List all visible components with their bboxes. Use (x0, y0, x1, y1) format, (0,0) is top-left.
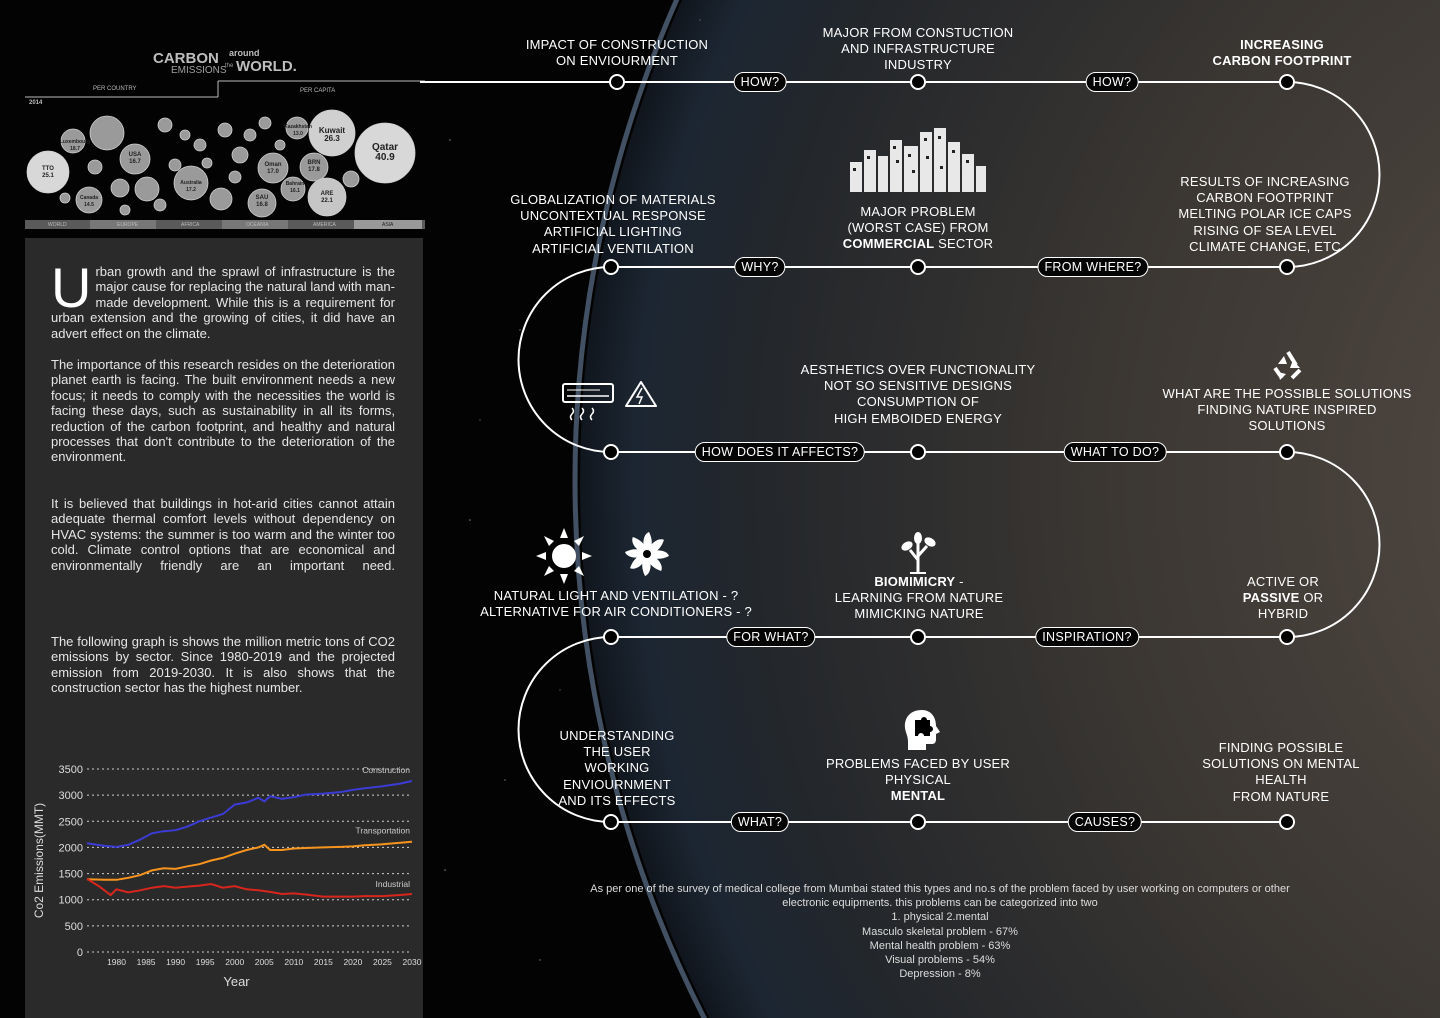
stage-active-passive: ACTIVE OR PASSIVE OR HYBRID (1242, 574, 1324, 622)
y-tick-label: 1000 (58, 894, 83, 907)
sun-icon (536, 528, 592, 584)
y-tick-label: 3500 (58, 764, 83, 776)
bubble-kazakhstan: Kazakhstan 13.0 (284, 124, 312, 137)
region-america: AMERICA (313, 222, 336, 228)
series-label: Industrial (375, 878, 410, 889)
bubble-tto: TTO 25.1 (42, 166, 54, 179)
x-tick-label: 2000 (225, 957, 245, 967)
per-country-label: PER COUNTRY (93, 86, 137, 92)
intro-paragraph-3: It is believed that buildings in hot-arid cities cannot attain adequate thermal comfort levels without dependency on HVAC systems: the summer is too warm and the winter too cold. Climate control options that are economical and environmentally friendly are an important need. (51, 496, 395, 573)
air-conditioner-warning-icon (560, 380, 660, 424)
bubble-luxembourg: Luxembourg 18.7 (59, 139, 91, 152)
stage-finding-solutions: FINDING POSSIBLE SOLUTIONS ON MENTAL HEALTH FROM NATURE (1202, 740, 1360, 804)
series-label: Construction (362, 765, 410, 776)
x-tick-label: 2020 (343, 957, 363, 967)
stage-problems-faced: PROBLEMS FACED BY USER PHYSICAL MENTAL (825, 756, 1011, 804)
x-axis-label: Year (223, 974, 250, 989)
y-tick-label: 1500 (58, 868, 83, 881)
title-emissions: EMISSIONS (171, 65, 227, 76)
survey-text: As per one of the survey of medical college from Mumbai stated this types and no.s of the problem faced by user working on computers or other electronic equipments. this problems can be categorized into two 1. physical 2.mental Masculo skeletal problem - 67% Mental health problem - 63% Visual problems - 54% Depression - 8% (590, 883, 1290, 981)
flow-node (1279, 444, 1295, 460)
question-pill: WHY? (734, 257, 785, 277)
bubble-qatar: Qatar 40.9 (371, 142, 399, 163)
bubble-bahrain: Bahrain 16.1 (285, 181, 305, 194)
bubble-brn: BRN 17.8 (307, 160, 321, 173)
x-tick-label: 1985 (136, 957, 156, 967)
question-pill: WHAT TO DO? (1064, 442, 1167, 462)
flow-node (603, 444, 619, 460)
x-tick-label: 2025 (372, 957, 392, 967)
flow-node (603, 259, 619, 275)
question-pill: INSPIRATION? (1035, 627, 1139, 647)
y-tick-label: 2000 (58, 842, 83, 855)
x-tick-label: 1995 (195, 957, 215, 967)
question-pill: HOW DOES IT AFFECTS? (695, 442, 865, 462)
flow-node (1279, 259, 1295, 275)
y-tick-label: 2500 (58, 816, 83, 829)
x-tick-label: 1990 (166, 957, 186, 967)
region-world: WORLD (48, 222, 67, 228)
fan-ventilation-icon (623, 530, 671, 578)
y-tick-label: 3000 (58, 790, 83, 803)
question-pill: WHAT? (731, 812, 789, 832)
stage-major-problem: MAJOR PROBLEM (WORST CASE) FROM COMMERCIAL SECTOR (842, 204, 994, 252)
stage-major-from-construction: MAJOR FROM CONSTUCTION AND INFRASTRUCTURE INDUSTRY (822, 25, 1014, 73)
bubble-sau: SAU 16.8 (255, 195, 269, 208)
region-africa: AFRICA (181, 222, 200, 228)
x-tick-label: 2005 (254, 957, 274, 967)
stage-biomimicry: BIOMIMICRY - LEARNING FROM NATURE MIMICKING NATURE (834, 574, 1004, 622)
flow-node (910, 259, 926, 275)
flow-node (910, 814, 926, 830)
flow-node (603, 629, 619, 645)
title-world: WORLD. (236, 58, 297, 75)
bubble-kuwait: Kuwait 26.3 (318, 126, 346, 143)
question-pill: HOW? (1086, 72, 1139, 92)
stage-impact-construction: IMPACT OF CONSTRUCTION ON ENVIOURMENT (525, 37, 709, 69)
drop-cap: U (51, 256, 92, 319)
intro-paragraph-2: The importance of this research resides on the deterioration planet earth is facing. The built environment needs a new focus; it needs to comply with the necessities the world is facing these days, such as sustainability in all its forms, reduction of the carbon footprint, and healthy and natural processes that don't contribute to the deterioration of the environment. (51, 357, 395, 465)
bubble-australia: Australia 17.2 (180, 180, 202, 193)
flow-node (910, 444, 926, 460)
recycle-icon (1270, 348, 1306, 382)
bubble-are: ARE 22.1 (320, 191, 334, 204)
bubble-oman: Oman 17.0 (264, 162, 282, 175)
flow-node (603, 814, 619, 830)
bubble-canada: Canada 14.5 (79, 195, 99, 208)
flow-node (910, 629, 926, 645)
tree-biomimicry-icon (898, 532, 938, 574)
intro-paragraph-1: Urban growth and the sprawl of infrastructure is the major cause for replacing the natural land with man-made development. While this is a requirement for urban extension and the growing of cities, it did have an advert effect on the climate. (51, 256, 395, 341)
stage-increasing-carbon: INCREASING CARBON FOOTPRINT (1212, 37, 1352, 69)
intro-paragraph-4: The following graph is shows the million metric tons of CO2 emissions by sector. Since 1980-2019 and the projected emission from 2019-2030. It is also shows that the construction sector has the highest number. (51, 634, 395, 696)
question-pill: FOR WHAT? (726, 627, 815, 647)
title-the: the (225, 63, 234, 69)
region-oceania: OCEANIA (246, 222, 269, 228)
flow-node (609, 74, 625, 90)
stage-natural-light: NATURAL LIGHT AND VENTILATION - ? ALTERNATIVE FOR AIR CONDITIONERS - ? (480, 588, 752, 620)
stage-possible-solutions: WHAT ARE THE POSSIBLE SOLUTIONS FINDING NATURE INSPIRED SOLUTIONS (1162, 386, 1412, 434)
question-pill: FROM WHERE? (1037, 257, 1148, 277)
x-tick-label: 1980 (107, 957, 127, 967)
x-tick-label: 2015 (313, 957, 333, 967)
flow-node (1279, 629, 1295, 645)
flow-node (1279, 74, 1295, 90)
region-europe: EUROPE (117, 222, 139, 228)
y-axis-label: Co2 Emissions(MMT) (32, 802, 46, 919)
stage-globalization: GLOBALIZATION OF MATERIALS UNCONTEXTUAL RESPONSE ARTIFICIAL LIGHTING ARTIFICIAL VENTILATION (510, 192, 716, 256)
title-carbon: CARBON (153, 50, 219, 67)
series-label: Transportation (355, 825, 410, 836)
year-label: 2014 (29, 100, 43, 106)
bubble-usa: USA 16.7 (128, 152, 142, 165)
region-asia: ASIA (382, 222, 394, 228)
head-puzzle-icon (902, 708, 942, 752)
question-pill: CAUSES? (1068, 812, 1142, 832)
y-tick-label: 0 (76, 947, 83, 959)
flow-node (910, 74, 926, 90)
title-around: around (229, 48, 260, 58)
city-skyline-icon (846, 126, 990, 196)
x-tick-label: 2030 (402, 957, 422, 967)
question-pill: HOW? (734, 72, 787, 92)
stage-understanding-user: UNDERSTANDING THE USER WORKING ENVIOURNMENT AND ITS EFFECTS (558, 728, 676, 808)
x-tick-label: 2010 (284, 957, 304, 967)
stage-aesthetics: AESTHETICS OVER FUNCTIONALITY NOT SO SENSITIVE DESIGNS CONSUMPTION OF HIGH EMBOIDED ENERGY (800, 362, 1036, 426)
flow-node (1279, 814, 1295, 830)
y-tick-label: 500 (64, 920, 83, 933)
stage-results: RESULTS OF INCREASING CARBON FOOTPRINT MELTING POLAR ICE CAPS RISING OF SEA LEVEL CLIMATE CHANGE, ETC (1178, 174, 1352, 254)
per-capita-label: PER CAPITA (300, 88, 336, 94)
